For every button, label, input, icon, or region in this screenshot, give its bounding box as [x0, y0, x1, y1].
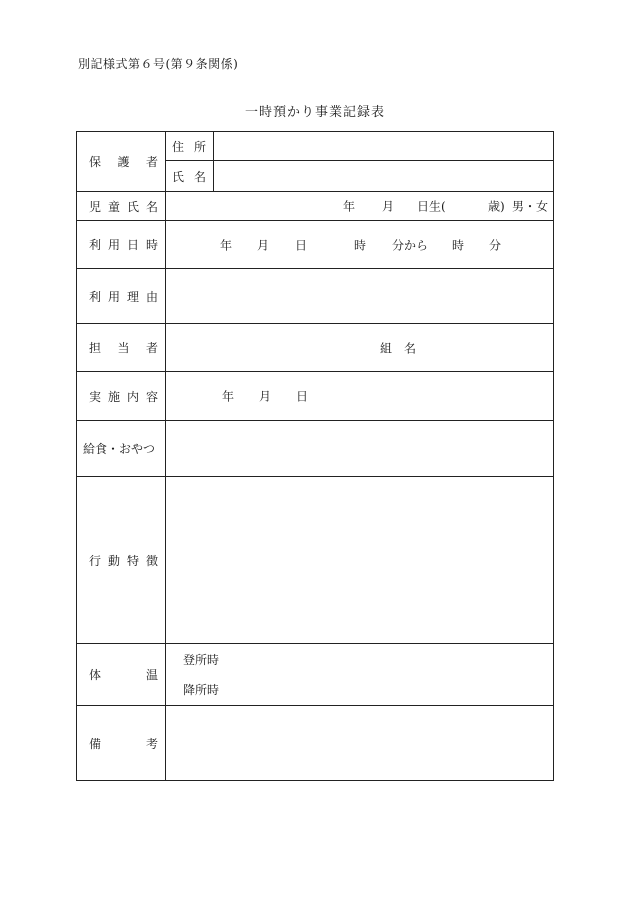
use-min-to-unit: 分	[489, 238, 502, 252]
staff-label-cell	[77, 324, 166, 372]
document-title: 一時預かり事業記録表	[244, 105, 385, 120]
child-label-3: 氏	[126, 199, 139, 214]
guardian-address-row	[77, 132, 554, 161]
behavior-label-cell	[77, 477, 166, 644]
meal-label-cell	[77, 421, 166, 477]
name-label-cell	[166, 161, 214, 192]
content-label-2: 施	[107, 389, 120, 404]
use-hour-from-unit: 時	[354, 238, 367, 252]
remarks-field[interactable]	[166, 706, 554, 781]
use-datetime-label-1: 利	[89, 238, 102, 252]
temperature-label-1: 体	[89, 668, 102, 682]
child-name-row	[77, 192, 554, 221]
child-name-field[interactable]	[166, 192, 554, 221]
form-reference: 別記様式第６号(第９条関係)	[78, 57, 239, 71]
content-label-cell	[77, 372, 166, 421]
address-label-cell	[166, 132, 214, 161]
guardian-label-2: 護	[117, 155, 130, 169]
child-name-label-cell	[77, 192, 166, 221]
temperature-field[interactable]	[166, 644, 554, 706]
staff-label-1: 担	[89, 341, 102, 355]
temperature-row	[77, 644, 554, 706]
record-form-table	[76, 131, 554, 781]
content-row	[77, 372, 554, 421]
content-year-unit: 年	[222, 389, 235, 404]
use-year-unit: 年	[220, 238, 233, 252]
use-reason-row	[77, 269, 554, 324]
remarks-label-2: 考	[145, 736, 158, 751]
remarks-row	[77, 706, 554, 781]
use-reason-field[interactable]	[166, 269, 554, 324]
use-reason-label-4: 由	[145, 289, 158, 304]
guardian-label-1: 保	[89, 155, 102, 169]
use-min-from-unit: 分から	[392, 238, 429, 252]
use-datetime-field[interactable]	[166, 221, 554, 269]
content-label-4: 容	[145, 389, 158, 404]
guardian-name-field[interactable]	[214, 161, 554, 192]
use-reason-label-2: 用	[107, 289, 120, 304]
use-month-unit: 月	[257, 238, 270, 252]
use-reason-label-3: 理	[126, 289, 139, 304]
address-label-1: 住	[172, 139, 185, 154]
behavior-label-4: 徴	[145, 553, 158, 568]
address-label-2: 所	[193, 139, 206, 154]
use-datetime-label-3: 日	[126, 238, 139, 252]
meal-row	[77, 421, 554, 477]
birth-month-unit: 月	[382, 199, 395, 214]
use-datetime-label-cell	[77, 221, 166, 269]
content-month-unit: 月	[259, 389, 272, 404]
remarks-label-1: 備	[89, 736, 102, 751]
use-datetime-label-2: 用	[107, 238, 120, 252]
behavior-field[interactable]	[166, 477, 554, 644]
behavior-label-1: 行	[89, 553, 102, 568]
use-reason-label-1: 利	[89, 289, 102, 304]
staff-label-2: 当	[117, 341, 130, 355]
content-label-3: 内	[126, 389, 139, 404]
temperature-label-cell	[77, 644, 166, 706]
child-label-1: 児	[89, 199, 102, 214]
gender-options[interactable]: 男・女	[512, 199, 549, 214]
use-hour-to-unit: 時	[452, 238, 465, 252]
guardian-label-cell	[77, 132, 166, 192]
meal-label: 給食・おやつ	[83, 442, 156, 456]
departure-temp-label: 降所時	[183, 682, 220, 697]
use-day-unit: 日	[295, 238, 308, 252]
guardian-label-3: 者	[145, 155, 158, 169]
arrival-temp-label: 登所時	[183, 652, 220, 667]
child-label-4: 名	[145, 199, 158, 214]
staff-row	[77, 324, 554, 372]
meal-field[interactable]	[166, 421, 554, 477]
behavior-row	[77, 477, 554, 644]
birth-day-unit: 日生(	[417, 199, 446, 214]
staff-field[interactable]	[166, 324, 554, 372]
behavior-label-2: 動	[107, 553, 120, 568]
behavior-label-3: 特	[126, 553, 139, 568]
name-label-1: 氏	[172, 169, 185, 184]
staff-label-3: 者	[145, 341, 158, 355]
use-datetime-label-4: 時	[145, 238, 158, 252]
birth-year-unit: 年	[343, 199, 356, 214]
content-field[interactable]	[166, 372, 554, 421]
use-datetime-row	[77, 221, 554, 269]
age-unit: 歳)	[488, 199, 505, 214]
remarks-label-cell	[77, 706, 166, 781]
child-label-2: 童	[107, 199, 120, 214]
name-label-2: 名	[193, 169, 206, 184]
content-label-1: 実	[89, 389, 102, 404]
address-field[interactable]	[214, 132, 554, 161]
use-reason-label-cell	[77, 269, 166, 324]
content-day-unit: 日	[296, 389, 309, 404]
class-name-label: 組 名	[380, 341, 417, 355]
temperature-label-2: 温	[145, 668, 158, 682]
